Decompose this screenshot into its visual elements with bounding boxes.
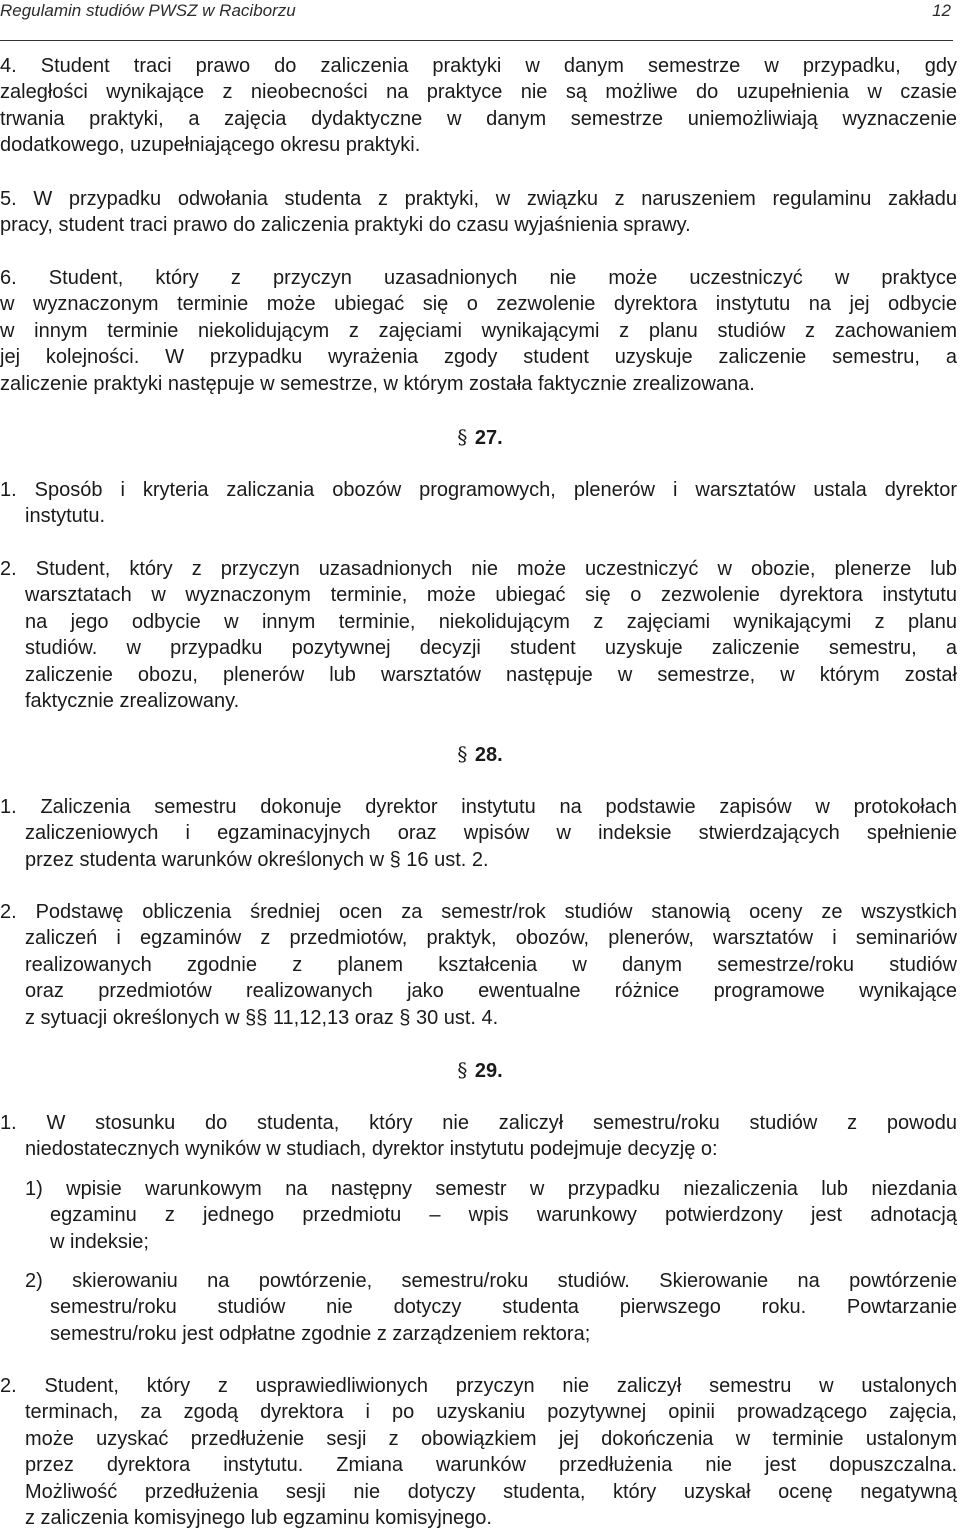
text-line: oraz przedmiotów realizowanych jako ewentualne różnice programowe wynikające — [25, 980, 957, 1003]
text-line: warsztatach w wyznaczonym terminie, może ubiegać się o zezwolenie dyrektora instytutu — [25, 584, 957, 607]
section-number: 29. — [474, 1060, 503, 1082]
section-sign: § — [457, 742, 468, 766]
text-line: studiów. w przypadku pozytywnej decyzji student uzyskuje zaliczenie semestru, a — [25, 637, 957, 660]
text-line: 1. Zaliczenia semestru dokonuje dyrektor instytutu na podstawie zapisów w protokołach — [0, 796, 957, 818]
text-line: 6. Student, który z przyczyn uzasadnionych nie może uczestniczyć w praktyce — [0, 267, 957, 289]
text-line: przez studenta warunków określonych w § 16 ust. 2. — [25, 848, 489, 871]
section-heading-27 — [0, 424, 960, 451]
text-line: egzaminu z jednego przedmiotu – wpis warunkowy potwierdzony jest adnotacją — [50, 1204, 957, 1227]
paragraph-27-2 — [0, 556, 957, 714]
page-header — [0, 0, 953, 41]
section-sign: § — [457, 425, 468, 449]
text-line: w wyznaczonym terminie może ubiegać się o zezwolenie dyrektora instytutu na jej odbycie — [0, 293, 957, 316]
paragraph-29-2 — [0, 1373, 957, 1531]
text-line: niedostatecznych wyników w studiach, dyrektor instytutu podejmuje decyzję o: — [25, 1138, 718, 1161]
text-line: pracy, student traci prawo do zaliczenia praktyki do czasu wyjaśnienia sprawy. — [0, 214, 691, 237]
text-line: zaliczeniowych i egzaminacyjnych oraz wpisów w indeksie stwierdzających spełnienie — [25, 822, 957, 845]
paragraph-4 — [0, 53, 957, 159]
paragraph-5 — [0, 186, 957, 239]
text-line: 1. Sposób i kryteria zaliczania obozów programowych, plenerów i warsztatów ustala dyrektor — [0, 479, 957, 501]
document-title: Regulamin studiów PWSZ w Raciborzu — [0, 1, 296, 20]
section-number: 27. — [474, 427, 503, 449]
paragraph-29-1 — [0, 1110, 957, 1163]
text-line: semestru/roku jest odpłatne zgodnie z zarządzeniem rektora; — [50, 1322, 591, 1345]
text-line: Możliwość przedłużenia sesji nie dotyczy studenta, który uzyskał ocenę negatywną — [25, 1480, 957, 1503]
text-line: 2. Podstawę obliczenia średniej ocen za semestr/rok studiów stanowią oceny ze wszystkich — [0, 901, 957, 923]
paragraph-27-1 — [0, 477, 957, 530]
text-line: realizowanych zgodnie z planem kształcenia w danym semestrze/roku studiów — [25, 953, 957, 976]
paragraph-6 — [0, 265, 957, 397]
text-line: jej kolejności. W przypadku wyrażenia zgody student uzyskuje zaliczenie semestru, a — [0, 346, 957, 369]
section-heading-28 — [0, 741, 960, 768]
text-line: na jego odbycie w innym terminie, niekolidującym z zajęciami wynikającymi z planu — [25, 610, 957, 633]
page-number: 12 — [932, 1, 951, 20]
text-line: terminach, za zgodą dyrektora i po uzyskaniu pozytywnej opinii prowadzącego zajęcia, — [25, 1401, 957, 1424]
text-line: 1. W stosunku do studenta, który nie zaliczył semestru/roku studiów z powodu — [0, 1112, 957, 1134]
text-line: z sytuacji określonych w §§ 11,12,13 oraz § 30 ust. 4. — [25, 1006, 499, 1029]
text-line: zaliczeń i egzaminów z przedmiotów, praktyk, obozów, plenerów, warsztatów i seminariów — [25, 927, 957, 950]
section-heading-29 — [0, 1057, 960, 1084]
text-line: instytutu. — [25, 505, 106, 528]
text-line: zaliczenie obozu, plenerów lub warsztatów następuje w semestrze, w którym został — [25, 663, 957, 686]
text-line: może uzyskać przedłużenie sesji z obowiązkiem jej dokończenia w terminie ustalonym — [25, 1427, 957, 1450]
text-line: 1) wpisie warunkowym na następny semestr w przypadku niezaliczenia lub niezdania — [25, 1178, 957, 1200]
text-line: dodatkowego, uzupełniającego okresu praktyki. — [0, 134, 421, 157]
text-line: semestru/roku studiów nie dotyczy studenta pierwszego roku. Powtarzanie — [50, 1296, 957, 1319]
paragraph-28-1 — [0, 794, 957, 873]
text-line: faktycznie zrealizowany. — [25, 690, 240, 713]
text-line: w indeksie; — [50, 1230, 149, 1253]
section-number: 28. — [474, 744, 503, 766]
text-line: zaliczenie praktyki następuje w semestrze, w którym została faktycznie zrealizowana. — [0, 372, 755, 395]
text-line: w innym terminie niekolidującym z zajęciami wynikającymi z planu studiów z zachowaniem — [0, 319, 957, 342]
text-line: 2. Student, który z usprawiedliwionych przyczyn nie zaliczył semestru w ustalonych — [0, 1375, 957, 1397]
text-line: 4. Student traci prawo do zaliczenia praktyki w danym semestrze w przypadku, gdy — [0, 55, 957, 77]
list-item-2 — [25, 1268, 957, 1347]
text-line: z zaliczenia komisyjnego lub egzaminu komisyjnego. — [25, 1507, 492, 1530]
text-line: przez dyrektora instytutu. Zmiana warunków przedłużenia nie jest dopuszczalna. — [25, 1454, 957, 1477]
section-sign: § — [457, 1058, 468, 1082]
text-line: trwania praktyki, a zajęcia dydaktyczne w danym semestrze uniemożliwiają wyznaczenie — [0, 107, 957, 130]
list-item-1 — [25, 1176, 957, 1255]
text-line: 5. W przypadku odwołania studenta z praktyki, w związku z naruszeniem regulaminu zakładu — [0, 188, 957, 210]
text-line: zaległości wynikające z nieobecności na praktyce nie są możliwe do uzupełnienia w czasie — [0, 81, 957, 104]
text-line: 2) skierowaniu na powtórzenie, semestru/roku studiów. Skierowanie na powtórzenie — [25, 1270, 957, 1292]
paragraph-28-2 — [0, 899, 957, 1031]
text-line: 2. Student, który z przyczyn uzasadnionych nie może uczestniczyć w obozie, plenerze lub — [0, 558, 957, 580]
